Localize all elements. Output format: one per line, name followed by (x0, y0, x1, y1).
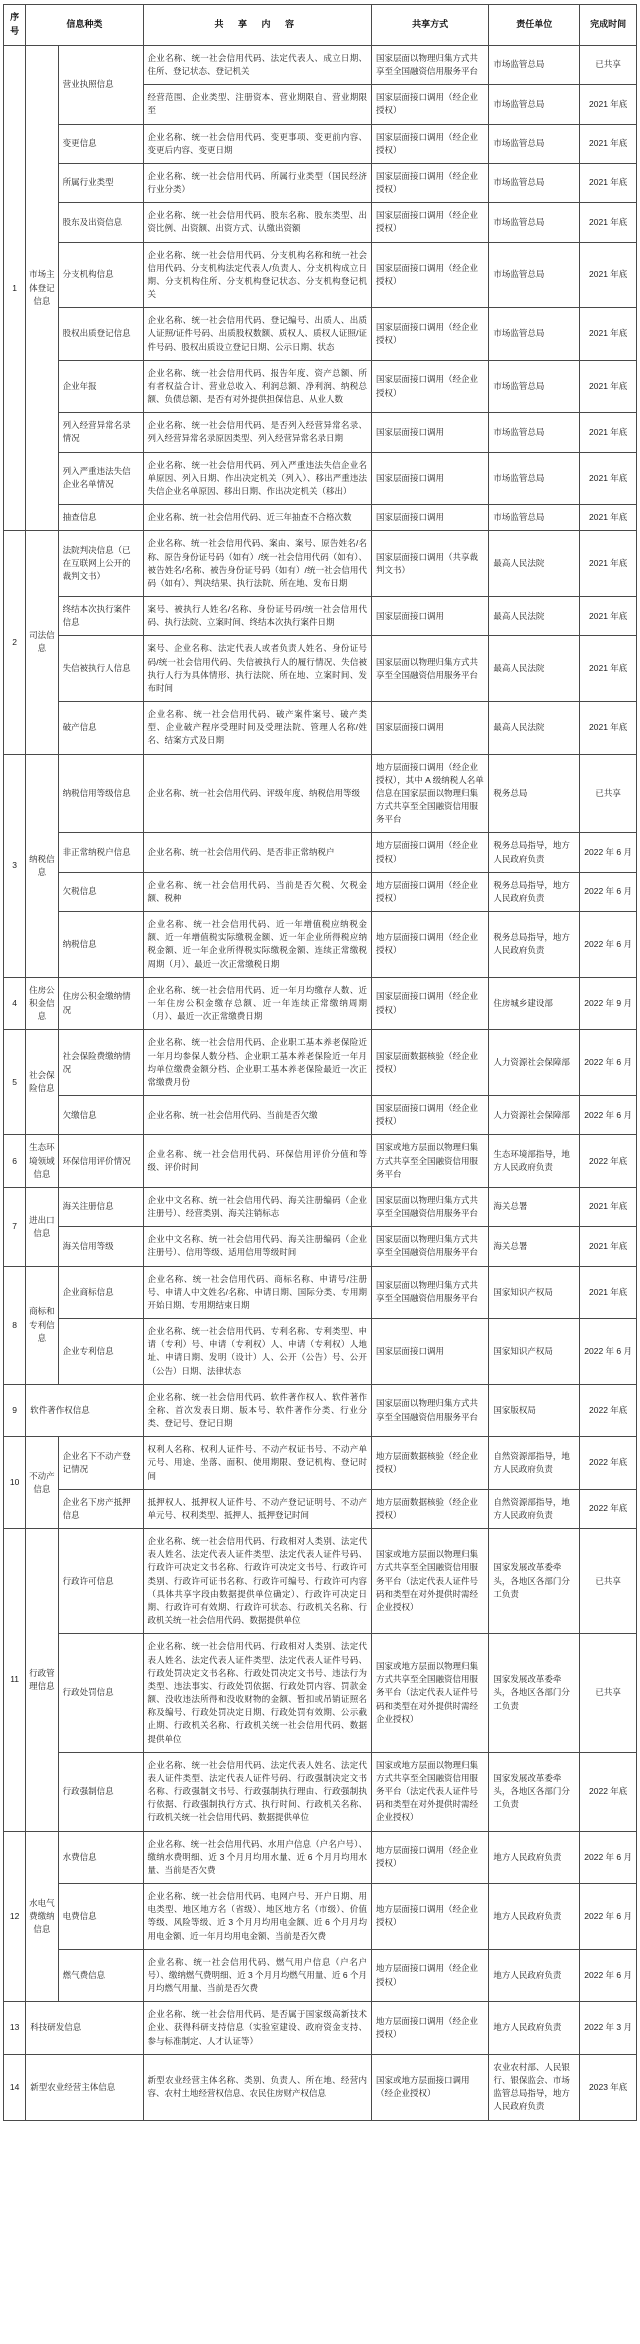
method-cell: 国家层面接口调用（经企业授权） (372, 360, 489, 413)
type-cell: 抽查信息 (58, 505, 143, 531)
time-cell: 2021 年底 (580, 360, 637, 413)
unit-cell: 市场监管总局 (489, 85, 580, 124)
time-cell: 2021 年底 (580, 1187, 637, 1226)
type-cell: 行政许可信息 (58, 1529, 143, 1634)
unit-cell: 税务总局指导，地方人民政府负责 (489, 912, 580, 978)
table-row (4, 702, 637, 755)
type-cell: 环保信用评价情况 (58, 1135, 143, 1188)
time-cell: 2021 年底 (580, 531, 637, 597)
time-cell: 2022 年底 (580, 1752, 637, 1831)
time-cell: 2022 年 6 月 (580, 1319, 637, 1385)
method-cell: 国家层面接口调用（经企业授权） (372, 977, 489, 1030)
type-cell: 失信被执行人信息 (58, 636, 143, 702)
method-cell: 地方层面接口调用（经企业授权） (372, 2002, 489, 2055)
method-cell: 国家层面以物理归集方式共享至全国融资信用服务平台 (372, 1227, 489, 1266)
type-cell: 企业商标信息 (58, 1266, 143, 1319)
table-row (4, 203, 637, 242)
content-cell: 企业名称、统一社会信用代码、评级年度、纳税信用等级 (143, 754, 372, 833)
content-cell: 企业名称、统一社会信用代码、破产案件案号、破产类型、企业破产程序受理时间及受理法院、管理人名称/姓名、结案方式及日期 (143, 702, 372, 755)
unit-cell: 地方人民政府负责 (489, 1884, 580, 1950)
header-category: 信息种类 (26, 5, 143, 46)
type-cell: 企业名下不动产登记情况 (58, 1437, 143, 1490)
type-cell: 行政强制信息 (58, 1752, 143, 1831)
seq-cell: 7 (4, 1187, 26, 1266)
seq-cell: 12 (4, 1831, 26, 2002)
content-cell: 权利人名称、权利人证件号、不动产权证书号、不动产单元号、用途、坐落、面积、使用期限、登记机构、登记时间 (143, 1437, 372, 1490)
unit-cell: 国家知识产权局 (489, 1319, 580, 1385)
method-cell: 国家层面接口调用（经企业授权） (372, 1096, 489, 1135)
method-cell: 国家层面接口调用（经企业授权） (372, 242, 489, 308)
table-row (4, 1489, 637, 1528)
unit-cell: 海关总署 (489, 1187, 580, 1226)
seq-cell: 5 (4, 1030, 26, 1135)
time-cell: 2021 年底 (580, 203, 637, 242)
time-cell: 2021 年底 (580, 124, 637, 163)
table-row (4, 1384, 637, 1437)
table-row (4, 308, 637, 361)
content-cell: 企业名称、统一社会信用代码、行政相对人类别、法定代表人姓名、法定代表人证件类型、法定代表人证件号码、行政处罚决定文书名称、行政处罚决定文书号、违法行为类型、违法事实、行政处罚依据、行政处罚内容、罚款金额、没收违法所得和没收财物的金额、暂扣或吊销证照名称及编号、行政处罚决定日期、行政处罚有效期、公示截止期、行政机关名称、行政机关统一社会信用代码、数据提供单位 (143, 1634, 372, 1752)
table-row (4, 1266, 637, 1319)
unit-cell: 海关总署 (489, 1227, 580, 1266)
time-cell: 2021 年底 (580, 308, 637, 361)
method-cell: 地方层面接口调用（经企业授权） (372, 872, 489, 911)
method-cell: 地方层面接口调用（经企业授权） (372, 833, 489, 872)
table-row (4, 163, 637, 202)
unit-cell: 地方人民政府负责 (489, 1831, 580, 1884)
method-cell: 地方层面接口调用（经企业授权） (372, 1949, 489, 2002)
content-cell: 企业名称、统一社会信用代码、案由、案号、原告姓名/名称、原告身份证号码（如有）/统一社会信用代码（如有）、被告姓名/名称、被告身份证号码（如有）/统一社会信用代码（如有）、判决结果、执行法院、所在地、发布日期 (143, 531, 372, 597)
table-row (4, 1096, 637, 1135)
table-row (4, 833, 637, 872)
time-cell: 2022 年底 (580, 1384, 637, 1437)
time-cell: 2022 年 6 月 (580, 1831, 637, 1884)
content-cell: 抵押权人、抵押权人证件号、不动产登记证明号、不动产单元号、权利类型、抵押人、抵押登记时间 (143, 1489, 372, 1528)
unit-cell: 国家版权局 (489, 1384, 580, 1437)
content-cell: 企业名称、统一社会信用代码、是否属于国家级高新技术企业、获得科研支持信息（实验室建设、政府资金支持、参与标准制定、人才认证等） (143, 2002, 372, 2055)
time-cell: 2021 年底 (580, 636, 637, 702)
type-cell: 水费信息 (58, 1831, 143, 1884)
type-cell: 企业专利信息 (58, 1319, 143, 1385)
type-cell: 分支机构信息 (58, 242, 143, 308)
seq-cell: 3 (4, 754, 26, 977)
table-row (4, 872, 637, 911)
time-cell: 2021 年底 (580, 597, 637, 636)
content-cell: 企业名称、统一社会信用代码、商标名称、申请号/注册号、申请人中文姓名/名称、申请日期、国际分类、专用期开始日期、专用期结束日期 (143, 1266, 372, 1319)
content-cell: 企业名称、统一社会信用代码、当前是否欠税、欠税金额、税种 (143, 872, 372, 911)
content-cell: 企业名称、统一社会信用代码、列入严重违法失信企业名单原因、列入日期、作出决定机关（列入）、移出严重违法失信企业名单原因、移出日期、作出决定机关（移出） (143, 452, 372, 505)
group-label-cell: 住房公积金信息 (26, 977, 58, 1030)
method-cell: 国家或地方层面以物理归集方式共享至全国融资信用服务平台（法定代表人证件号码和类型在对外提供时需经企业授权） (372, 1529, 489, 1634)
table-row (4, 531, 637, 597)
table-row (4, 636, 637, 702)
content-cell: 企业名称、统一社会信用代码、分支机构名称和统一社会信用代码、分支机构法定代表人/负责人、分支机构成立日期、分支机构住所、分支机构登记状态、分支机构登记机关 (143, 242, 372, 308)
method-cell: 地方层面接口调用（经企业授权），其中 A 级纳税人名单信息在国家层面以物理归集方式共享至全国融资信用服务平台 (372, 754, 489, 833)
method-cell: 国家层面接口调用（共享裁判文书） (372, 531, 489, 597)
content-cell: 企业名称、统一社会信用代码、企业职工基本养老保险近一年月均参保人数分档、企业职工基本养老保险近一年月均单位缴费金额分档、企业职工基本养老保险最近一次正常缴费月份 (143, 1030, 372, 1096)
time-cell: 2021 年底 (580, 163, 637, 202)
content-cell: 企业名称、统一社会信用代码、水用户信息（户名户号）、缴纳水费明细、近 3 个月月均用水量、近 6 个月月均用水量、当前是否欠费 (143, 1831, 372, 1884)
type-cell: 社会保险费缴纳情况 (58, 1030, 143, 1096)
table-body (4, 45, 637, 2120)
content-cell: 企业名称、统一社会信用代码、环保信用评价分值和等级、评价时间 (143, 1135, 372, 1188)
unit-cell: 自然资源部指导，地方人民政府负责 (489, 1437, 580, 1490)
unit-cell: 市场监管总局 (489, 413, 580, 452)
group-label-cell: 商标和专利信息 (26, 1266, 58, 1384)
group-label-cell: 纳税信息 (26, 754, 58, 977)
time-cell: 已共享 (580, 1634, 637, 1752)
time-cell: 2022 年 6 月 (580, 1884, 637, 1950)
method-cell: 国家层面接口调用（经企业授权） (372, 203, 489, 242)
unit-cell: 市场监管总局 (489, 308, 580, 361)
seq-cell: 2 (4, 531, 26, 754)
table-row (4, 1949, 637, 2002)
unit-cell: 市场监管总局 (489, 360, 580, 413)
method-cell: 国家层面接口调用 (372, 702, 489, 755)
time-cell: 2022 年 6 月 (580, 1949, 637, 2002)
method-cell: 国家层面以物理归集方式共享至全国融资信用服务平台 (372, 1384, 489, 1437)
content-cell: 案号、企业名称、法定代表人或者负责人姓名、身份证号码/统一社会信用代码、失信被执行人的履行情况、失信被执行人行为具体情形、执行法院、所在地、立案时间、发布时间 (143, 636, 372, 702)
time-cell: 2022 年 6 月 (580, 833, 637, 872)
type-cell: 股东及出资信息 (58, 203, 143, 242)
method-cell: 国家层面接口调用（经企业授权） (372, 308, 489, 361)
seq-cell: 14 (4, 2054, 26, 2120)
unit-cell: 市场监管总局 (489, 124, 580, 163)
method-cell: 国家层面接口调用（经企业授权） (372, 85, 489, 124)
unit-cell: 最高人民法院 (489, 702, 580, 755)
unit-cell: 地方人民政府负责 (489, 1949, 580, 2002)
content-cell: 企业名称、统一社会信用代码、电网户号、开户日期、用电类型、地区地方名（省级）、地区地方名（市级）、价值等级、风险等级、近 3 个月月均用电金额、近 6 个月月均用电金额、近一年月均用电金额、当前是否欠费 (143, 1884, 372, 1950)
type-cell: 纳税信息 (58, 912, 143, 978)
content-cell: 企业名称、统一社会信用代码、变更事项、变更前内容、变更后内容、变更日期 (143, 124, 372, 163)
time-cell: 2022 年底 (580, 1135, 637, 1188)
unit-cell: 国家发展改革委牵头，各地区各部门分工负责 (489, 1529, 580, 1634)
time-cell: 2022 年底 (580, 1437, 637, 1490)
method-cell: 国家层面以物理归集方式共享至全国融资信用服务平台 (372, 1266, 489, 1319)
group-label-cell: 司法信息 (26, 531, 58, 754)
time-cell: 2022 年 6 月 (580, 1030, 637, 1096)
content-cell: 新型农业经营主体名称、类别、负责人、所在地、经营内容、农村土地经营权信息、农民住房财产权信息 (143, 2054, 372, 2120)
type-cell: 海关信用等级 (58, 1227, 143, 1266)
type-cell: 行政处罚信息 (58, 1634, 143, 1752)
table-row (4, 1752, 637, 1831)
content-cell: 企业名称、统一社会信用代码、近三年抽查不合格次数 (143, 505, 372, 531)
seq-cell: 13 (4, 2002, 26, 2055)
type-cell: 所属行业类型 (58, 163, 143, 202)
unit-cell: 税务总局指导，地方人民政府负责 (489, 833, 580, 872)
time-cell: 2023 年底 (580, 2054, 637, 2120)
content-cell: 企业名称、统一社会信用代码、专利名称、专利类型、申请（专利）号、申请（专利权）人、申请（专利权）人地址、申请日期、发明（设计）人、公开（公告）号、公开（公告）日期、法律状态 (143, 1319, 372, 1385)
type-cell: 企业名下房产抵押信息 (58, 1489, 143, 1528)
type-cell: 海关注册信息 (58, 1187, 143, 1226)
table-header (4, 5, 637, 46)
table-row (4, 597, 637, 636)
method-cell: 国家层面接口调用（经企业授权） (372, 124, 489, 163)
content-cell: 企业名称、统一社会信用代码、报告年度、资产总额、所有者权益合计、营业总收入、利润总额、净利润、纳税总额、负债总额、是否有对外提供担保信息、从业人数 (143, 360, 372, 413)
type-cell: 住房公积金缴纳情况 (58, 977, 143, 1030)
type-cell: 纳税信用等级信息 (58, 754, 143, 833)
type-cell: 终结本次执行案件信息 (58, 597, 143, 636)
time-cell: 2022 年 6 月 (580, 872, 637, 911)
time-cell: 已共享 (580, 45, 637, 84)
time-cell: 2021 年底 (580, 85, 637, 124)
table-row (4, 45, 637, 84)
content-cell: 企业中文名称、统一社会信用代码、海关注册编码（企业注册号）、经营类别、海关注销标志 (143, 1187, 372, 1226)
type-cell: 变更信息 (58, 124, 143, 163)
method-cell: 地方层面数据核验（经企业授权） (372, 1437, 489, 1490)
header-seq: 序号 (4, 5, 26, 46)
table-row (4, 977, 637, 1030)
type-cell: 企业年报 (58, 360, 143, 413)
type-cell: 列入经营异常名录情况 (58, 413, 143, 452)
content-cell: 企业名称、统一社会信用代码、燃气用户信息（户名户号）、缴纳燃气费明细、近 3 个月月均燃气用量、近 6 个月月均燃气用量、当前是否欠费 (143, 1949, 372, 2002)
group-label-cell: 水电气费缴纳信息 (26, 1831, 58, 2002)
method-cell: 国家或地方层面以物理归集方式共享至全国融资信用服务平台（法定代表人证件号码和类型在对外提供时需经企业授权） (372, 1752, 489, 1831)
unit-cell: 国家知识产权局 (489, 1266, 580, 1319)
time-cell: 2022 年底 (580, 1489, 637, 1528)
content-cell: 企业名称、统一社会信用代码、股东名称、股东类型、出资比例、出资额、出资方式、认缴出资额 (143, 203, 372, 242)
header-method: 共享方式 (372, 5, 489, 46)
type-cell: 电费信息 (58, 1884, 143, 1950)
method-cell: 地方层面数据核验（经企业授权） (372, 1489, 489, 1528)
unit-cell: 市场监管总局 (489, 505, 580, 531)
type-cell: 非正常纳税户信息 (58, 833, 143, 872)
method-cell: 国家或地方层面以物理归集方式共享至全国融资信用服务平台 (372, 1135, 489, 1188)
unit-cell: 最高人民法院 (489, 597, 580, 636)
content-cell: 企业中文名称、统一社会信用代码、海关注册编码（企业注册号）、信用等级、适用信用等级时间 (143, 1227, 372, 1266)
table-row (4, 505, 637, 531)
method-cell: 国家或地方层面接口调用（经企业授权） (372, 2054, 489, 2120)
method-cell: 国家或地方层面以物理归集方式共享至全国融资信用服务平台（法定代表人证件号码和类型在对外提供时需经企业授权） (372, 1634, 489, 1752)
type-cell: 列入严重违法失信企业名单情况 (58, 452, 143, 505)
method-cell: 国家层面以物理归集方式共享至全国融资信用服务平台 (372, 45, 489, 84)
method-cell: 国家层面接口调用 (372, 505, 489, 531)
type-cell: 燃气费信息 (58, 1949, 143, 2002)
type-cell: 破产信息 (58, 702, 143, 755)
type-cell: 欠缴信息 (58, 1096, 143, 1135)
header-row (4, 5, 637, 46)
content-cell: 企业名称、统一社会信用代码、近一年增值税应纳税金额、近一年增值税实际缴税金额、近一年企业所得税应纳税金额、近一年企业所得税实际缴税金额、连续正常缴税周期（月）、最近一次正常缴税日期 (143, 912, 372, 978)
table-row (4, 242, 637, 308)
method-cell: 国家层面数据核验（经企业授权） (372, 1030, 489, 1096)
content-cell: 企业名称、统一社会信用代码、行政相对人类别、法定代表人姓名、法定代表人证件类型、法定代表人证件号码、行政许可决定文书名称、行政许可决定文书号、行政许可类别、行政许可证书名称、行政许可编号、行政许可内容（具体共享字段由数据提供单位确定）、行政许可决定日期、行政许可有效期、行政许可状态、行政机关名称、行政机关统一社会信用代码、数据提供单位 (143, 1529, 372, 1634)
type-cell: 营业执照信息 (58, 45, 143, 124)
time-cell: 2021 年底 (580, 505, 637, 531)
seq-cell: 8 (4, 1266, 26, 1384)
unit-cell: 市场监管总局 (489, 163, 580, 202)
time-cell: 已共享 (580, 1529, 637, 1634)
seq-cell: 11 (4, 1529, 26, 1831)
time-cell: 2021 年底 (580, 452, 637, 505)
group-label-cell: 科技研发信息 (26, 2002, 143, 2055)
time-cell: 已共享 (580, 754, 637, 833)
unit-cell: 最高人民法院 (489, 636, 580, 702)
group-label-cell: 生态环境领域信息 (26, 1135, 58, 1188)
content-cell: 案号、被执行人姓名/名称、身份证号码/统一社会信用代码、执行法院、立案时间、终结本次执行案件日期 (143, 597, 372, 636)
content-cell: 企业名称、统一社会信用代码、是否非正常纳税户 (143, 833, 372, 872)
unit-cell: 人力资源社会保障部 (489, 1030, 580, 1096)
content-cell: 企业名称、统一社会信用代码、近一年月均缴存人数、近一年住房公积金缴存总额、近一年连续正常缴纳周期（月）、最近一次正常缴费日期 (143, 977, 372, 1030)
content-cell: 企业名称、统一社会信用代码、软件著作权人、软件著作全称、首次发表日期、版本号、软件著作分类、行业分类、登记号、登记日期 (143, 1384, 372, 1437)
time-cell: 2021 年底 (580, 242, 637, 308)
time-cell: 2021 年底 (580, 1227, 637, 1266)
time-cell: 2021 年底 (580, 413, 637, 452)
header-time: 完成时间 (580, 5, 637, 46)
unit-cell: 生态环境部指导，地方人民政府负责 (489, 1135, 580, 1188)
type-cell: 法院判决信息（已在互联网上公开的裁判文书） (58, 531, 143, 597)
unit-cell: 地方人民政府负责 (489, 2002, 580, 2055)
method-cell: 国家层面接口调用 (372, 452, 489, 505)
table-row (4, 1227, 637, 1266)
info-sharing-table (3, 4, 637, 2121)
table-row (4, 1030, 637, 1096)
header-content: 共 享 内 容 (143, 5, 372, 46)
table-row (4, 1884, 637, 1950)
group-label-cell: 不动产信息 (26, 1437, 58, 1529)
seq-cell: 4 (4, 977, 26, 1030)
table-row (4, 452, 637, 505)
method-cell: 国家层面以物理归集方式共享至全国融资信用服务平台 (372, 636, 489, 702)
unit-cell: 人力资源社会保障部 (489, 1096, 580, 1135)
unit-cell: 市场监管总局 (489, 452, 580, 505)
unit-cell: 国家发展改革委牵头，各地区各部门分工负责 (489, 1634, 580, 1752)
content-cell: 企业名称、统一社会信用代码、是否列入经营异常名录、列入经营异常名录原因类型、列入经营异常名录日期 (143, 413, 372, 452)
time-cell: 2022 年 6 月 (580, 912, 637, 978)
table-row (4, 912, 637, 978)
group-label-cell: 新型农业经营主体信息 (26, 2054, 143, 2120)
unit-cell: 自然资源部指导，地方人民政府负责 (489, 1489, 580, 1528)
seq-cell: 9 (4, 1384, 26, 1437)
method-cell: 国家层面接口调用（经企业授权） (372, 163, 489, 202)
table-row (4, 1831, 637, 1884)
type-cell: 股权出质登记信息 (58, 308, 143, 361)
seq-cell: 10 (4, 1437, 26, 1529)
method-cell: 国家层面接口调用 (372, 597, 489, 636)
time-cell: 2022 年 3 月 (580, 2002, 637, 2055)
table-row (4, 1634, 637, 1752)
table-row (4, 1187, 637, 1226)
content-cell: 企业名称、统一社会信用代码、登记编号、出质人、出质人证照/证件号码、出质股权数额、质权人、质权人证照/证件号码、股权出质设立登记日期、公示日期、状态 (143, 308, 372, 361)
unit-cell: 最高人民法院 (489, 531, 580, 597)
method-cell: 国家层面以物理归集方式共享至全国融资信用服务平台 (372, 1187, 489, 1226)
time-cell: 2021 年底 (580, 702, 637, 755)
unit-cell: 税务总局 (489, 754, 580, 833)
content-cell: 经营范围、企业类型、注册资本、营业期限自、营业期限至 (143, 85, 372, 124)
unit-cell: 市场监管总局 (489, 203, 580, 242)
method-cell: 国家层面接口调用 (372, 1319, 489, 1385)
table-row (4, 1135, 637, 1188)
time-cell: 2022 年 9 月 (580, 977, 637, 1030)
unit-cell: 住房城乡建设部 (489, 977, 580, 1030)
time-cell: 2021 年底 (580, 1266, 637, 1319)
table-row (4, 2054, 637, 2120)
content-cell: 企业名称、统一社会信用代码、法定代表人、成立日期、住所、登记状态、登记机关 (143, 45, 372, 84)
unit-cell: 国家发展改革委牵头，各地区各部门分工负责 (489, 1752, 580, 1831)
content-cell: 企业名称、统一社会信用代码、当前是否欠缴 (143, 1096, 372, 1135)
unit-cell: 农业农村部、人民银行、银保监会、市场监管总局指导，地方人民政府负责 (489, 2054, 580, 2120)
seq-cell: 1 (4, 45, 26, 530)
group-label-cell: 市场主体登记信息 (26, 45, 58, 530)
table-row (4, 754, 637, 833)
table-row (4, 413, 637, 452)
table-row (4, 1319, 637, 1385)
unit-cell: 税务总局指导，地方人民政府负责 (489, 872, 580, 911)
header-unit: 责任单位 (489, 5, 580, 46)
group-label-cell: 行政管理信息 (26, 1529, 58, 1831)
method-cell: 地方层面接口调用（经企业授权） (372, 1884, 489, 1950)
group-label-cell: 社会保险信息 (26, 1030, 58, 1135)
method-cell: 地方层面接口调用（经企业授权） (372, 912, 489, 978)
seq-cell: 6 (4, 1135, 26, 1188)
unit-cell: 市场监管总局 (489, 45, 580, 84)
table-row (4, 360, 637, 413)
type-cell: 欠税信息 (58, 872, 143, 911)
table-row (4, 1529, 637, 1634)
content-cell: 企业名称、统一社会信用代码、法定代表人姓名、法定代表人证件类型、法定代表人证件号码、行政强制决定文书名称、行政强制文书号、行政强制执行理由、行政强制执行依据、行政强制执行方式、执行时间、行政机关名称、行政机关统一社会信用代码、数据提供单位 (143, 1752, 372, 1831)
table-row (4, 1437, 637, 1490)
unit-cell: 市场监管总局 (489, 242, 580, 308)
group-label-cell: 进出口信息 (26, 1187, 58, 1266)
method-cell: 国家层面接口调用 (372, 413, 489, 452)
table-row (4, 2002, 637, 2055)
time-cell: 2022 年 6 月 (580, 1096, 637, 1135)
table-row (4, 124, 637, 163)
method-cell: 地方层面接口调用（经企业授权） (372, 1831, 489, 1884)
group-label-cell: 软件著作权信息 (26, 1384, 143, 1437)
content-cell: 企业名称、统一社会信用代码、所属行业类型（国民经济行业分类） (143, 163, 372, 202)
